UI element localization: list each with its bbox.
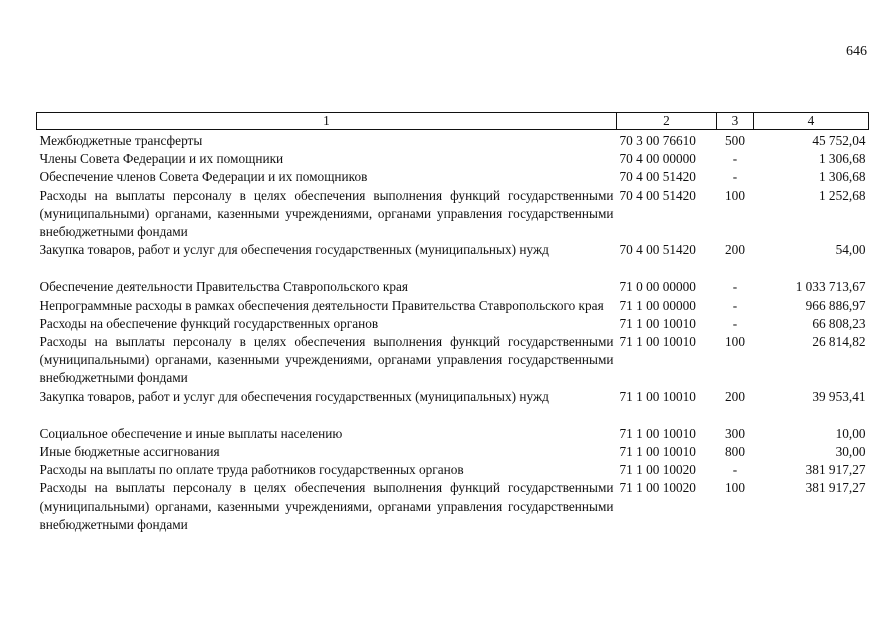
row-code: 70 3 00 76610 xyxy=(619,133,696,148)
header-col-1: 1 xyxy=(37,113,617,130)
table-row xyxy=(37,241,869,278)
row-name: Расходы на выплаты персоналу в целях обеспечения выполнения функций государственными (муниципальными) органами, казенными учреждениями, органами управления государственными внебюджетными фондами xyxy=(39,480,614,532)
row-expense-type: 200 xyxy=(725,242,745,258)
row-code: 71 1 00 10010 xyxy=(619,444,696,460)
page-number: 646 xyxy=(846,44,867,59)
row-name: Непрограммные расходы в рамках обеспечения деятельности Правительства Ставропольского края xyxy=(39,297,604,313)
row-sum: 39 953,41 xyxy=(812,388,866,404)
row-sum: 66 808,23 xyxy=(812,315,866,331)
table-row xyxy=(37,315,869,333)
row-expense-type: 500 xyxy=(725,133,745,148)
table-row xyxy=(37,297,869,315)
row-code: 71 1 00 10010 xyxy=(619,315,696,331)
row-expense-type: 800 xyxy=(725,444,745,460)
row-code: 71 1 00 10010 xyxy=(619,334,696,350)
row-code: 70 4 00 51420 xyxy=(619,242,696,258)
row-name: Расходы на обеспечение функций государственных органов xyxy=(39,315,379,331)
row-code: 70 4 00 00000 xyxy=(619,151,696,167)
row-expense-type: - xyxy=(732,462,738,478)
row-sum: 30,00 xyxy=(835,444,866,460)
row-name: Закупка товаров, работ и услуг для обеспечения государственных (муниципальных) нужд xyxy=(39,388,549,404)
table-row xyxy=(37,130,869,151)
row-code: 71 1 00 10020 xyxy=(619,462,696,478)
row-sum: 1 252,68 xyxy=(818,187,866,203)
row-sum: 26 814,82 xyxy=(812,334,866,350)
row-expense-type: - xyxy=(732,151,738,167)
table-row xyxy=(37,187,869,242)
table-row xyxy=(37,278,869,296)
row-expense-type: - xyxy=(732,279,738,295)
row-expense-type: 300 xyxy=(725,425,745,441)
row-expense-type: - xyxy=(732,315,738,331)
row-expense-type: 100 xyxy=(725,480,745,496)
table-row xyxy=(37,388,869,425)
table-row xyxy=(37,425,869,443)
row-name: Межбюджетные трансферты xyxy=(39,133,203,148)
row-name: Иные бюджетные ассигнования xyxy=(39,444,220,460)
header-col-3: 3 xyxy=(717,113,754,130)
row-sum: 1 306,68 xyxy=(818,151,866,167)
row-code: 71 1 00 10020 xyxy=(619,480,696,496)
header-col-4: 4 xyxy=(754,113,869,130)
row-code: 71 0 00 00000 xyxy=(619,279,696,295)
row-expense-type: - xyxy=(732,297,738,313)
row-name: Закупка товаров, работ и услуг для обеспечения государственных (муниципальных) нужд xyxy=(39,242,549,258)
row-name: Расходы на выплаты по оплате труда работников государственных органов xyxy=(39,462,464,478)
row-code: 71 1 00 00000 xyxy=(619,297,696,313)
row-name: Расходы на выплаты персоналу в целях обеспечения выполнения функций государственными (муниципальными) органами, казенными учреждениями, органами управления государственными внебюджетными фондами xyxy=(39,187,614,240)
row-expense-type: 200 xyxy=(725,388,745,404)
row-sum: 10,00 xyxy=(835,425,866,441)
row-expense-type: 100 xyxy=(725,187,745,203)
row-sum: 966 886,97 xyxy=(805,297,866,313)
budget-table xyxy=(36,112,869,534)
row-name: Социальное обеспечение и иные выплаты населению xyxy=(39,425,343,441)
table-row xyxy=(37,168,869,186)
table-row xyxy=(37,461,869,479)
row-expense-type: - xyxy=(732,169,738,185)
row-name: Обеспечение членов Совета Федерации и их помощников xyxy=(39,169,368,185)
row-sum: 381 917,27 xyxy=(805,480,866,496)
table-row xyxy=(37,479,869,534)
table-row xyxy=(37,443,869,461)
row-name: Обеспечение деятельности Правительства Ставропольского края xyxy=(39,279,408,295)
header-col-2: 2 xyxy=(617,113,717,130)
table-row xyxy=(37,333,869,388)
header-row xyxy=(37,113,869,130)
row-name: Члены Совета Федерации и их помощники xyxy=(39,151,284,167)
row-code: 71 1 00 10010 xyxy=(619,425,696,441)
row-sum: 54,00 xyxy=(835,242,866,258)
row-sum: 1 306,68 xyxy=(818,169,866,185)
row-code: 70 4 00 51420 xyxy=(619,169,696,185)
row-code: 70 4 00 51420 xyxy=(619,187,696,203)
row-sum: 381 917,27 xyxy=(805,462,866,478)
table-row xyxy=(37,150,869,168)
row-name: Расходы на выплаты персоналу в целях обеспечения выполнения функций государственными (муниципальными) органами, казенными учреждениями, органами управления государственными внебюджетными фондами xyxy=(39,334,614,386)
row-sum: 45 752,04 xyxy=(812,133,866,148)
row-sum: 1 033 713,67 xyxy=(795,279,866,295)
row-expense-type: 100 xyxy=(725,334,745,350)
row-code: 71 1 00 10010 xyxy=(619,388,696,404)
